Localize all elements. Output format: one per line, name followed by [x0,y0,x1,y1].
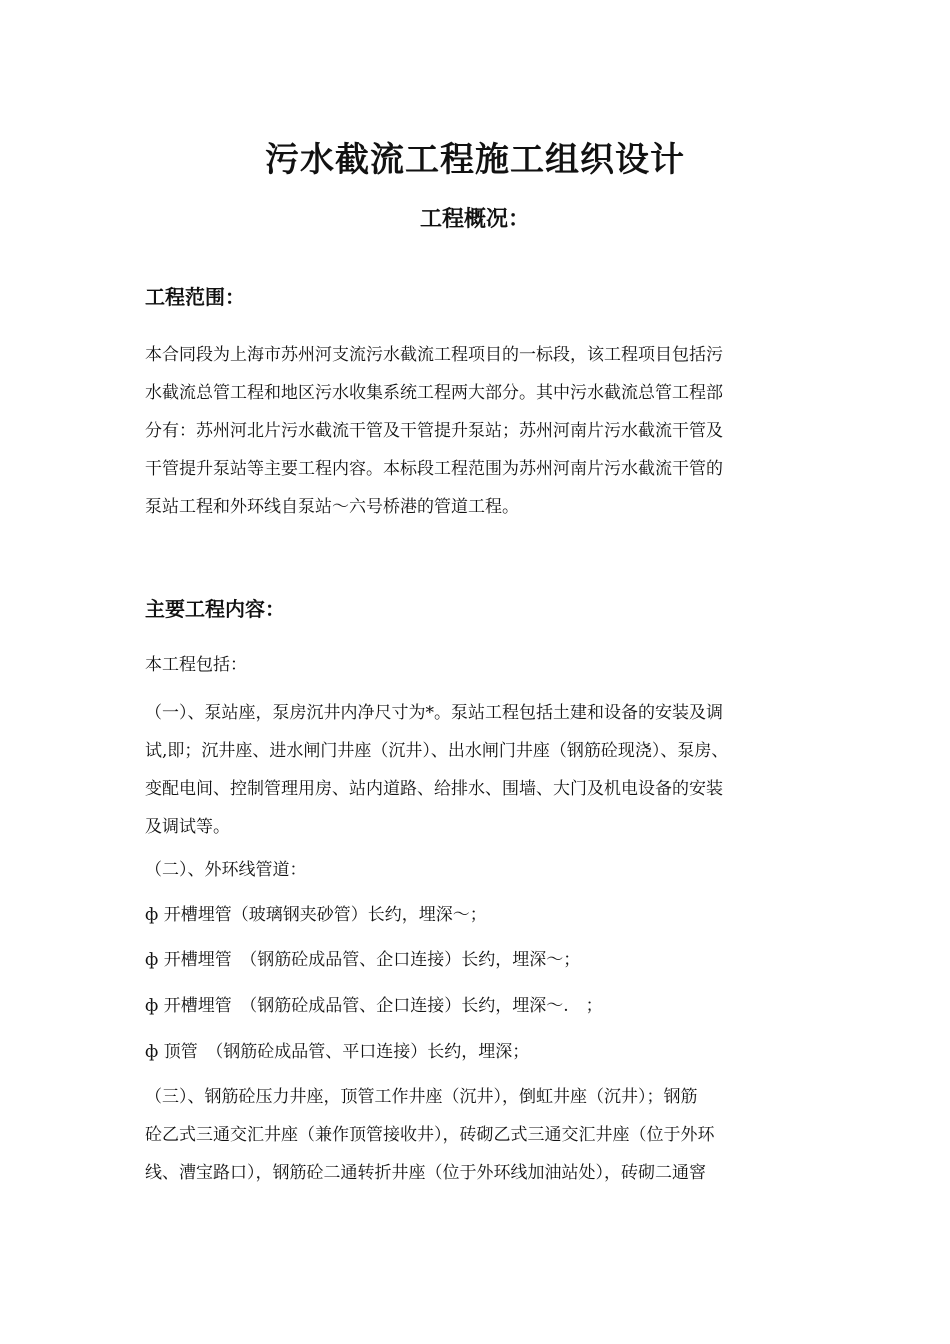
pipe-line-3: ф 开槽埋管 （钢筋砼成品管、企口连接）长约，埋深～. ； [145,996,603,1016]
paragraph-line: （三）、钢筋砼压力井座，顶管工作井座（沉井），倒虹井座（沉井）；钢筋 [145,1087,698,1107]
paragraph-line: 分有：苏州河北片污水截流干管及干管提升泵站；苏州河南片污水截流干管及 [145,421,723,441]
intro-line: 本工程包括： [145,655,247,675]
paragraph-line: 本合同段为上海市苏州河支流污水截流工程项目的一标段，该工程项目包括污 [145,345,723,365]
paragraph-line: 水截流总管工程和地区污水收集系统工程两大部分。其中污水截流总管工程部 [145,383,723,403]
paragraph-line: 试,即；沉井座、进水闸门井座（沉井）、出水闸门井座（钢筋砼现浇）、泵房、 [145,741,729,761]
item-1-paragraph [145,694,835,846]
item-3-paragraph [145,1078,835,1192]
pipe-line-4: ф 顶管 （钢筋砼成品管、平口连接）长约，埋深； [145,1042,530,1062]
document-subtitle: 工程概况： [419,207,530,232]
scope-paragraph [145,336,835,526]
paragraph-line: （一）、泵站座，泵房沉井内净尺寸为*。泵站工程包括土建和设备的安装及调 [145,703,723,723]
pipe-line-1: ф 开槽埋管（玻璃钢夹砂管）长约，埋深～； [145,905,487,925]
item-2-line: （二）、外环线管道： [145,860,307,880]
paragraph-line: 及调试等。 [145,817,230,837]
section-heading-main-content: 主要工程内容： [145,597,285,621]
paragraph-line: 泵站工程和外环线自泵站～六号桥港的管道工程。 [145,497,519,517]
paragraph-line: 变配电间、控制管理用房、站内道路、给排水、围墙、大门及机电设备的安装 [145,779,723,799]
section-heading-scope: 工程范围： [145,285,245,309]
document-title: 污水截流工程施工组织设计 [265,140,685,180]
paragraph-line: 砼乙式三通交汇井座（兼作顶管接收井），砖砌乙式三通交汇井座（位于外环 [145,1125,715,1145]
pipe-line-2: ф 开槽埋管 （钢筋砼成品管、企口连接）长约，埋深～； [145,950,581,970]
paragraph-line: 线、漕宝路口），钢筋砼二通转折井座（位于外环线加油站处），砖砌二通窨 [145,1163,706,1183]
paragraph-line: 干管提升泵站等主要工程内容。本标段工程范围为苏州河南片污水截流干管的 [145,459,723,479]
